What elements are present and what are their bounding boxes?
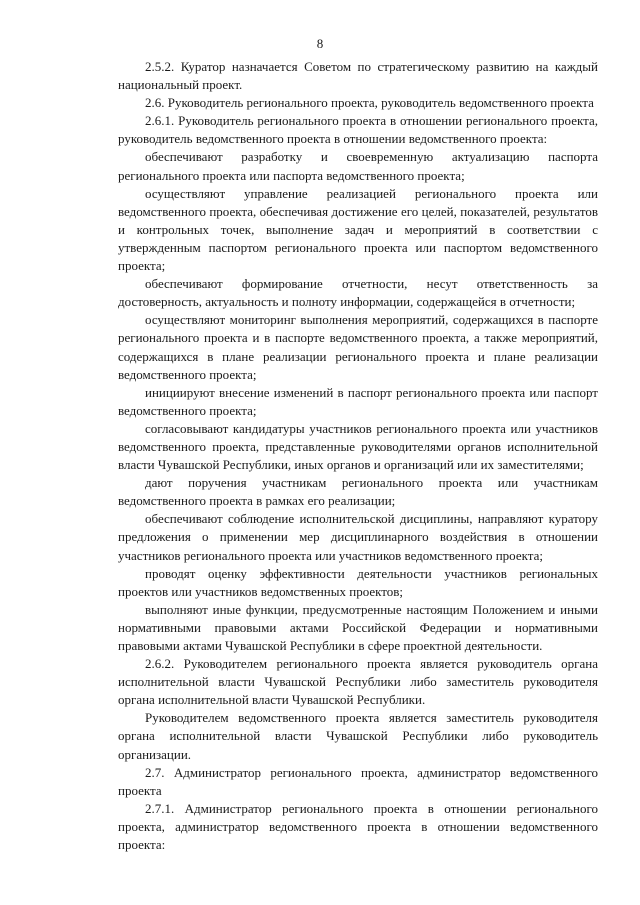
section-heading-2-7: 2.7. Администратор регионального проекта, администратор ведомственного проекта — [118, 764, 598, 798]
duty-project-management: осуществляют управление реализацией регионального проекта или ведомственного проекта, обеспечивая достижение его целей, показателей, результатов и контрольных точек, выполнение задач и мероприятий в соответствии с утвержденным паспортом регионального проекта или паспортом ведомственного проекта; — [118, 185, 598, 274]
duty-monitoring: осуществляют мониторинг выполнения мероприятий, содержащихся в паспорте регионального проекта и в паспорте ведомственного проекта, а также мероприятий, содержащихся в плане реализации регионального проекта и плане реализации ведомственного проекта; — [118, 312, 598, 382]
duty-discipline: обеспечивают соблюдение исполнительской дисциплины, направляют куратору предложения о применении мер дисциплинарного воздействия в отношении участников регионального проекта или участников ведомственного проекта; — [118, 511, 598, 563]
paragraph-2-6-2: 2.6.2. Руководителем регионального проекта является руководитель органа исполнительной власти Чувашской Республики либо заместитель руководителя органа исполнительной власти Чувашской Республики. — [118, 656, 598, 708]
duty-participant-approval: согласовывают кандидатуры участников регионального проекта или участников ведомственного проекта, представленные руководителями органов исполнительной власти Чувашской Республики, иных органов и организаций или их заместителями; — [118, 420, 598, 473]
duty-efficiency-evaluation: проводят оценку эффективности деятельности участников региональных проектов или участников ведомственных проектов; — [118, 565, 598, 599]
duty-other-functions: выполняют иные функции, предусмотренные настоящим Положением и иными нормативными правовыми актами Российской Федерации и нормативными правовыми актами Чувашской Республики в сфере проектной деятельности. — [118, 601, 598, 653]
paragraph-2-6-1: 2.6.1. Руководитель регионального проекта в отношении регионального проекта, руководитель ведомственного проекта в отношении ведомственного проекта: — [118, 113, 598, 147]
duty-reporting: обеспечивают формирование отчетности, несут ответственность за достоверность, актуальность и полноту информации, содержащейся в отчетности; — [118, 276, 598, 310]
paragraph-2-7-1: 2.7.1. Администратор регионального проекта в отношении регионального проекта, администратор ведомственного проекта в отношении ведомственного проекта: — [118, 800, 598, 853]
paragraph-2-5-2: 2.5.2. Куратор назначается Советом по стратегическому развитию на каждый национальный проект. — [118, 59, 598, 93]
duty-passport-update: обеспечивают разработку и своевременную актуализацию паспорта регионального проекта или паспорта ведомственного проекта; — [118, 149, 598, 183]
paragraph-departmental-head: Руководителем ведомственного проекта является заместитель руководителя органа исполнительной власти Чувашской Республики либо руководитель организации. — [118, 710, 598, 762]
page-number: 8 — [316, 36, 324, 51]
duty-assignments: дают поручения участникам регионального проекта или участникам ведомственного проекта в рамках его реализации; — [118, 475, 598, 509]
section-heading-2-6: 2.6. Руководитель регионального проекта, руководитель ведомственного проекта — [145, 95, 594, 111]
duty-passport-changes: инициируют внесение изменений в паспорт регионального проекта или паспорт ведомственного проекта; — [118, 384, 598, 418]
document-body — [118, 58, 598, 854]
